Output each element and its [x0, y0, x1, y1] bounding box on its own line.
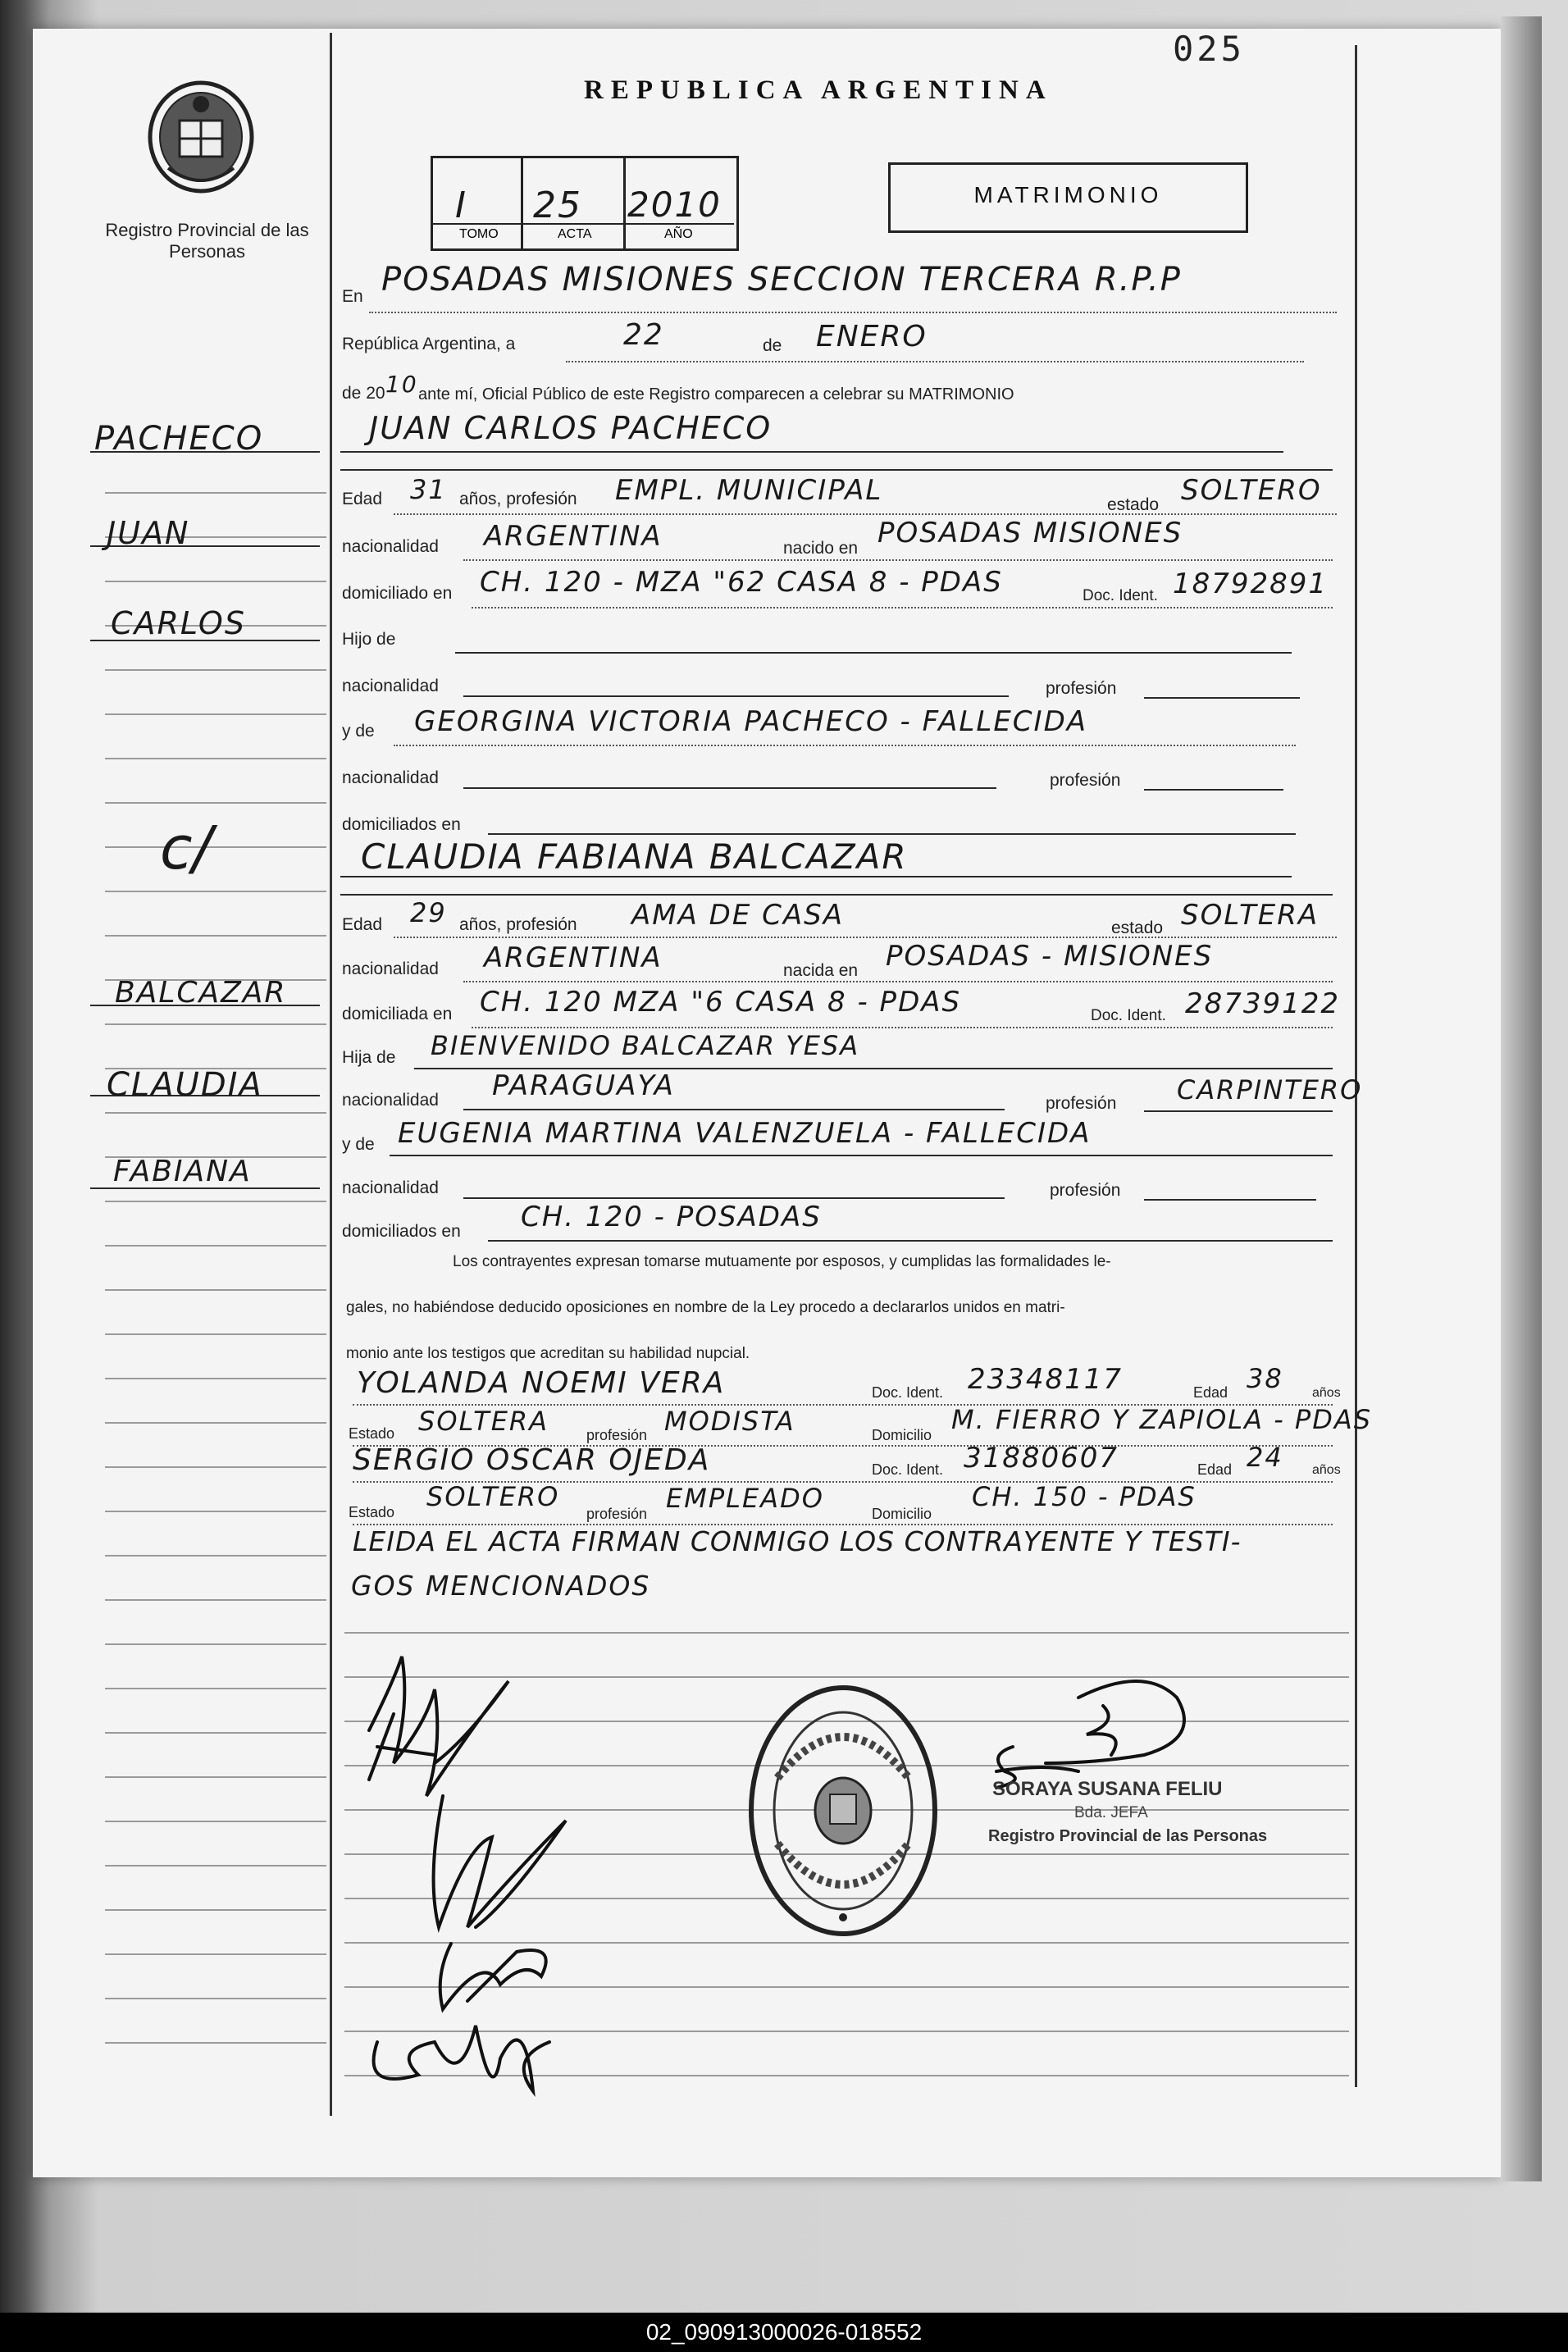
- declaration-line-1: Los contrayentes expresan tomarse mutuamente por esposos, y cumplidas las formalidades le-: [453, 1253, 1111, 1270]
- bride-yde-label: y de: [342, 1135, 375, 1154]
- groom-mother-nat-line: [463, 787, 996, 789]
- margin-rule-line: [105, 669, 326, 671]
- witness1-age: 38: [1247, 1363, 1283, 1394]
- bride-doc: 28739122: [1185, 987, 1341, 1020]
- witness2-profesion-label: profesión: [586, 1506, 648, 1522]
- margin-groom-second: CARLOS: [111, 605, 246, 641]
- margin-rule-line: [105, 1023, 326, 1025]
- bride-mother-line: [390, 1155, 1333, 1156]
- groom-age-line: [394, 513, 1337, 515]
- margin-rule-line: [105, 891, 326, 892]
- tomo-label: TOMO: [459, 227, 499, 241]
- groom-nationality: ARGENTINA: [484, 520, 663, 553]
- groom-address: CH. 120 - MZA "62 CASA 8 - PDAS: [480, 566, 1003, 599]
- intro-sentence: ante mí, Oficial Público de este Registro comparecen a celebrar su MATRIMONIO: [418, 385, 1014, 403]
- ano-value: 2010: [627, 185, 722, 225]
- groom-edad-label: Edad: [342, 490, 383, 508]
- bride-name-line: [340, 876, 1292, 877]
- declaration-line-2: gales, no habiéndose deducido oposiciones en nombre de la Ley procedo a declararlos unidos en matri-: [346, 1299, 1065, 1316]
- bride-dom-line: [472, 1027, 1333, 1028]
- groom-status: SOLTERO: [1181, 474, 1322, 507]
- groom-mother-prof-line: [1144, 789, 1283, 791]
- witness2-doc-label: Doc. Ident.: [872, 1461, 944, 1478]
- margin-rule-line: [105, 1245, 326, 1247]
- margin-bride-first: CLAUDIA: [107, 1066, 263, 1104]
- margin-rule-line: [105, 1112, 326, 1114]
- groom-domiciliados-line: [488, 833, 1296, 835]
- margin-rule-line: [105, 581, 326, 582]
- witness2-address: CH. 150 - PDAS: [972, 1481, 1197, 1512]
- bride-edad-label: Edad: [342, 915, 383, 934]
- bride-father-prof-label: profesión: [1046, 1094, 1117, 1113]
- bride-father-nat-line: [463, 1109, 1005, 1110]
- bride-name: CLAUDIA FABIANA BALCAZAR: [361, 836, 908, 877]
- bride-mother-prof-label: profesión: [1050, 1181, 1121, 1200]
- bride-age-line: [394, 937, 1337, 938]
- margin-rule-line: [105, 1865, 326, 1867]
- bride-profesion-label: años, profesión: [459, 915, 577, 934]
- margin-rule-line: [105, 758, 326, 759]
- file-id: 02_090913000026-018552: [645, 2319, 923, 2345]
- bride-domiciliados-line: [488, 1240, 1333, 1242]
- witness1-profession: MODISTA: [664, 1406, 795, 1437]
- groom-nacido-label: nacido en: [783, 539, 859, 558]
- page-number: 025: [1173, 29, 1245, 69]
- margin-groom-surname: PACHECO: [94, 420, 264, 458]
- margin-bride-surname: BALCAZAR: [115, 976, 287, 1010]
- witness2-status: SOLTERO: [426, 1481, 560, 1512]
- page-edge: [1501, 16, 1542, 2181]
- registry-logo: [144, 78, 258, 201]
- groom-hijo-label: Hijo de: [342, 630, 396, 649]
- margin-rule: [330, 33, 332, 2116]
- margin-rule-line: [105, 1378, 326, 1379]
- witness1-status: SOLTERA: [418, 1406, 549, 1437]
- acta-label: ACTA: [558, 227, 592, 241]
- place-value: POSADAS MISIONES SECCION TERCERA R.P.P: [381, 261, 1182, 299]
- witness2-profession: EMPLEADO: [666, 1483, 824, 1514]
- groom-name-line: [340, 451, 1283, 453]
- witness1-edad-label: Edad: [1193, 1384, 1228, 1401]
- margin-rule-line: [105, 1732, 326, 1734]
- year-suffix: 10: [385, 371, 418, 398]
- bride-status: SOLTERA: [1181, 899, 1320, 932]
- witness2-name: SERGIO OSCAR OJEDA: [353, 1443, 711, 1477]
- groom-mother-prof-label: profesión: [1050, 771, 1121, 790]
- record-box-divider-1: [521, 156, 523, 248]
- margin-rule-line: [105, 846, 326, 848]
- official-stamp: [745, 1680, 941, 1942]
- year-prefix: de 20: [342, 384, 385, 403]
- bride-father: BIENVENIDO BALCAZAR YESA: [431, 1030, 860, 1061]
- bride-father-prof: CARPINTERO: [1177, 1074, 1363, 1105]
- margin-rule-line: [105, 2042, 326, 2044]
- record-box-divider-2: [623, 156, 626, 248]
- witness1-domicilio-label: Domicilio: [872, 1427, 932, 1443]
- bride-nacida-label: nacida en: [783, 961, 859, 980]
- closing-line-2: GOS MENCIONADOS: [351, 1570, 651, 1602]
- bride-nationality: ARGENTINA: [484, 941, 663, 974]
- groom-mother-line: [394, 745, 1296, 746]
- groom-estado-label: estado: [1107, 495, 1160, 514]
- groom-dom-line: [472, 607, 1333, 609]
- witness2-domicilio-label: Domicilio: [872, 1506, 932, 1522]
- bride-address: CH. 120 MZA "6 CASA 8 - PDAS: [480, 986, 962, 1019]
- witness2-edad-label: Edad: [1197, 1461, 1233, 1478]
- groom-mother: GEORGINA VICTORIA PACHECO - FALLECIDA: [414, 705, 1088, 738]
- place-line: [369, 312, 1337, 313]
- groom-yde-label: y de: [342, 722, 375, 741]
- official-name: SORAYA SUSANA FELIU: [992, 1778, 1223, 1800]
- witness2-doc: 31880607: [964, 1442, 1119, 1475]
- witness1-doc-label: Doc. Ident.: [872, 1384, 944, 1401]
- groom-father-prof-label: profesión: [1046, 679, 1117, 698]
- margin-rule-line: [105, 1599, 326, 1601]
- margin-rule-line: [105, 1333, 326, 1335]
- day-value: 22: [623, 318, 664, 352]
- groom-age: 31: [410, 474, 447, 505]
- right-rule: [1355, 45, 1357, 2087]
- margin-rule-line: [105, 1555, 326, 1557]
- groom-mother-nat-label: nacionalidad: [342, 768, 439, 787]
- bride-estado-label: estado: [1111, 918, 1164, 937]
- witness2-estado-label: Estado: [349, 1504, 395, 1520]
- groom-profesion-label: años, profesión: [459, 490, 577, 508]
- groom-dom-label: domiciliado en: [342, 584, 453, 603]
- republic-label: República Argentina, a: [342, 335, 516, 353]
- margin-rule-line: [105, 1289, 326, 1291]
- declaration-line-3: monio ante los testigos que acreditan su habilidad nupcial.: [346, 1345, 750, 1362]
- date-line: [566, 361, 1304, 362]
- bride-age: 29: [410, 897, 447, 928]
- margin-rule-line: [105, 802, 326, 804]
- margin-rule-line: [105, 1998, 326, 1999]
- bride-mother-nat-label: nacionalidad: [342, 1178, 439, 1197]
- groom-profession: EMPL. MUNICIPAL: [615, 474, 883, 507]
- margin-rule-line: [105, 1953, 326, 1955]
- bride-mother: EUGENIA MARTINA VALENZUELA - FALLECIDA: [398, 1117, 1092, 1150]
- margin-rule-line: [105, 1643, 326, 1645]
- margin-rule-line: [105, 492, 326, 494]
- witness1-doc: 23348117: [968, 1363, 1124, 1396]
- official-role: Bda. JEFA: [1074, 1804, 1148, 1821]
- bride-father-nat-label: nacionalidad: [342, 1091, 439, 1110]
- margin-rule-line: [105, 1776, 326, 1778]
- ano-label: AÑO: [664, 227, 693, 241]
- signatures: [344, 1632, 656, 2124]
- act-type: MATRIMONIO: [973, 182, 1163, 207]
- margin-rule-line: [105, 1466, 326, 1468]
- month-value: ENERO: [816, 320, 928, 353]
- margin-rule-line: [105, 1511, 326, 1512]
- groom-nat-line: [463, 559, 1333, 561]
- witness1-estado-label: Estado: [349, 1425, 395, 1442]
- closing-line-1: LEIDA EL ACTA FIRMAN CONMIGO LOS CONTRAYENTE Y TESTI-: [353, 1525, 1242, 1557]
- registry-name: Registro Provincial de las Personas: [105, 220, 309, 262]
- witness1-anos-label: años: [1312, 1386, 1341, 1400]
- margin-rule-line: [105, 1201, 326, 1202]
- groom-name-line2: [340, 469, 1333, 471]
- bride-profession: AMA DE CASA: [631, 899, 844, 932]
- acta-value: 25: [533, 185, 582, 226]
- margin-rule-line: [105, 1909, 326, 1911]
- bride-parents-address: CH. 120 - POSADAS: [521, 1201, 822, 1233]
- tomo-value: I: [455, 185, 467, 226]
- bride-name-line2: [340, 894, 1333, 896]
- margin-groom-first: JUAN: [107, 515, 190, 551]
- bride-birthplace: POSADAS - MISIONES: [886, 940, 1214, 973]
- bride-doc-label: Doc. Ident.: [1091, 1007, 1166, 1024]
- bride-mother-nat-line: [463, 1197, 1005, 1199]
- bride-hija-label: Hija de: [342, 1048, 396, 1067]
- groom-domiciliados-label: domiciliados en: [342, 815, 461, 834]
- witness2-age: 24: [1247, 1442, 1283, 1473]
- margin-conjunction: c/: [160, 814, 212, 882]
- margin-rule-line: [105, 935, 326, 937]
- bride-father-nat: PARAGUAYA: [492, 1069, 675, 1102]
- bride-mother-prof-line: [1144, 1199, 1316, 1201]
- margin-bride-second: FABIANA: [113, 1155, 252, 1188]
- de-label: de: [763, 336, 782, 355]
- bride-domiciliados-label: domiciliados en: [342, 1222, 461, 1241]
- groom-father-nat-line: [463, 695, 1009, 697]
- en-label: En: [342, 287, 363, 306]
- groom-birthplace: POSADAS MISIONES: [877, 517, 1183, 549]
- bride-father-prof-line: [1144, 1110, 1333, 1112]
- bride-nat-line: [463, 981, 1333, 982]
- witness1-name: YOLANDA NOEMI VERA: [357, 1366, 726, 1400]
- witness1-profesion-label: profesión: [586, 1427, 648, 1443]
- groom-father-line: [455, 652, 1292, 654]
- witness1-address: M. FIERRO Y ZAPIOLA - PDAS: [951, 1404, 1373, 1435]
- bride-nac-label: nacionalidad: [342, 959, 439, 978]
- country-title: REPUBLICA ARGENTINA: [584, 75, 1053, 105]
- groom-doc-label: Doc. Ident.: [1083, 587, 1158, 604]
- bride-dom-label: domiciliada en: [342, 1005, 453, 1023]
- groom-father-nat-label: nacionalidad: [342, 677, 439, 695]
- groom-father-prof-line: [1144, 697, 1300, 699]
- margin-rule-line: [105, 1821, 326, 1822]
- groom-name: JUAN CARLOS PACHECO: [369, 410, 773, 446]
- official-institution: Registro Provincial de las Personas: [988, 1827, 1268, 1845]
- margin-rule-line: [105, 1422, 326, 1424]
- margin-rule-line: [105, 713, 326, 715]
- margin-rule-line: [105, 1688, 326, 1689]
- groom-doc: 18792891: [1173, 567, 1329, 600]
- witness2-anos-label: años: [1312, 1463, 1341, 1477]
- groom-nac-label: nacionalidad: [342, 537, 439, 556]
